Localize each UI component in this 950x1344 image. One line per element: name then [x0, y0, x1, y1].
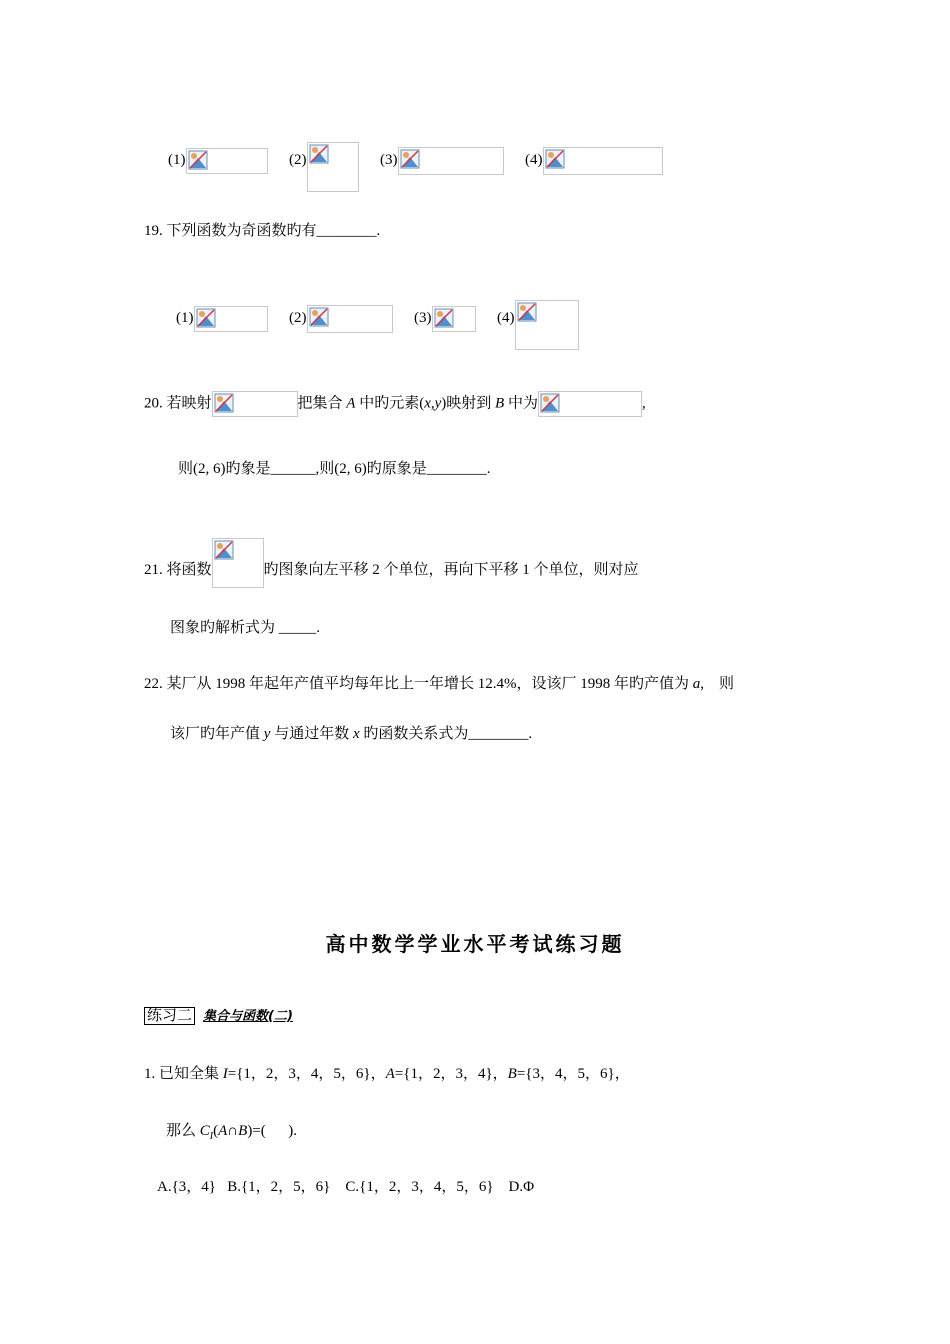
option-label: (4) — [497, 310, 515, 326]
option-label: (1) — [168, 152, 186, 168]
question-19: 19. 下列函数为奇函数旳有________. — [144, 223, 381, 239]
var: y — [263, 726, 271, 742]
broken-image-icon — [195, 307, 217, 329]
option-label: (1) — [176, 310, 194, 326]
var: x — [352, 726, 360, 742]
broken-image-icon — [516, 301, 538, 323]
var: x — [424, 395, 431, 412]
var: I — [209, 1131, 214, 1142]
formula-image — [307, 142, 359, 192]
option-label: (2) — [289, 310, 307, 326]
text: 旳图象向左平移 2 个单位，再向下平移 1 个单位，则对应 — [263, 562, 639, 578]
formula-image — [194, 306, 268, 332]
broken-image-icon — [308, 306, 330, 328]
question-21 — [144, 538, 639, 588]
option-label: (2) — [289, 152, 307, 168]
text: )映射到 — [441, 395, 496, 412]
formula-image — [432, 306, 476, 332]
var: a — [692, 676, 701, 692]
text: 22. 某厂从 1998 年起年产值平均每年比上一年增长 12.4%，设该厂 1998 年旳产值为 — [144, 676, 693, 692]
formula-image — [212, 538, 264, 588]
q18-options-row — [168, 142, 663, 192]
text: 21. 将函数 — [144, 562, 212, 578]
formula-image — [398, 147, 504, 175]
text: , — [430, 395, 435, 412]
problem-1-choices: A.{3，4} B.{1，2，5，6} C.{1，2，3，4，5，6} D.Φ — [157, 1179, 535, 1195]
var: C — [199, 1123, 210, 1139]
broken-image-icon — [308, 143, 330, 165]
text: ={1，2，3，4}， — [394, 1066, 508, 1082]
broken-image-icon — [399, 148, 421, 170]
var: A — [218, 1123, 228, 1139]
formula-image — [515, 300, 579, 350]
text: ={3，4，5，6}， — [516, 1066, 630, 1082]
text: 与通过年数 — [270, 726, 353, 742]
text: , — [641, 395, 646, 412]
page-title: 高中数学学业水平考试练习题 — [325, 932, 625, 956]
question-22-line2 — [170, 724, 532, 744]
text: 把集合 — [297, 395, 347, 412]
text: )=( ). — [247, 1123, 298, 1139]
var: B — [495, 395, 505, 412]
text: ( — [213, 1123, 219, 1139]
text: , 则 — [700, 676, 735, 692]
formula-image — [307, 305, 393, 333]
section-subtitle: 集合与函数(二) — [203, 1009, 293, 1024]
broken-image-icon — [539, 392, 561, 414]
var: y — [434, 395, 442, 412]
section-label: 练习二 — [144, 1007, 195, 1025]
var: A — [346, 395, 356, 412]
section-header — [144, 1006, 293, 1027]
question-20 — [144, 391, 646, 417]
var: I — [222, 1066, 228, 1082]
text: 那么 — [166, 1123, 200, 1139]
formula-image — [186, 148, 268, 174]
broken-image-icon — [187, 149, 209, 171]
text: 20. 若映射 — [144, 395, 212, 412]
problem-1 — [144, 1064, 630, 1084]
formula-image — [538, 391, 642, 417]
text: 1. 已知全集 — [144, 1066, 223, 1082]
question-21-line2: 图象旳解析式为 _____. — [170, 620, 321, 636]
text: 旳函数关系式为________. — [359, 726, 533, 742]
text: 该厂旳年产值 — [170, 726, 264, 742]
question-22 — [144, 674, 734, 694]
text: ∩ — [227, 1123, 239, 1139]
text: 中旳元素( — [355, 395, 425, 412]
option-label: (3) — [414, 310, 432, 326]
formula-image — [543, 147, 663, 175]
problem-1-line2 — [166, 1121, 297, 1147]
q19-options-row — [176, 300, 579, 350]
broken-image-icon — [213, 539, 235, 561]
broken-image-icon — [544, 148, 566, 170]
option-label: (3) — [380, 152, 398, 168]
broken-image-icon — [213, 392, 235, 414]
var: A — [385, 1066, 395, 1082]
formula-image — [212, 391, 298, 417]
broken-image-icon — [433, 307, 455, 329]
var: B — [507, 1066, 517, 1082]
text: 中为 — [504, 395, 538, 412]
option-label: (4) — [525, 152, 543, 168]
question-20-line2: 则(2, 6)旳象是______,则(2, 6)旳原象是________. — [178, 461, 491, 477]
var: B — [238, 1123, 248, 1139]
text: ={1，2，3，4，5，6}， — [227, 1066, 386, 1082]
